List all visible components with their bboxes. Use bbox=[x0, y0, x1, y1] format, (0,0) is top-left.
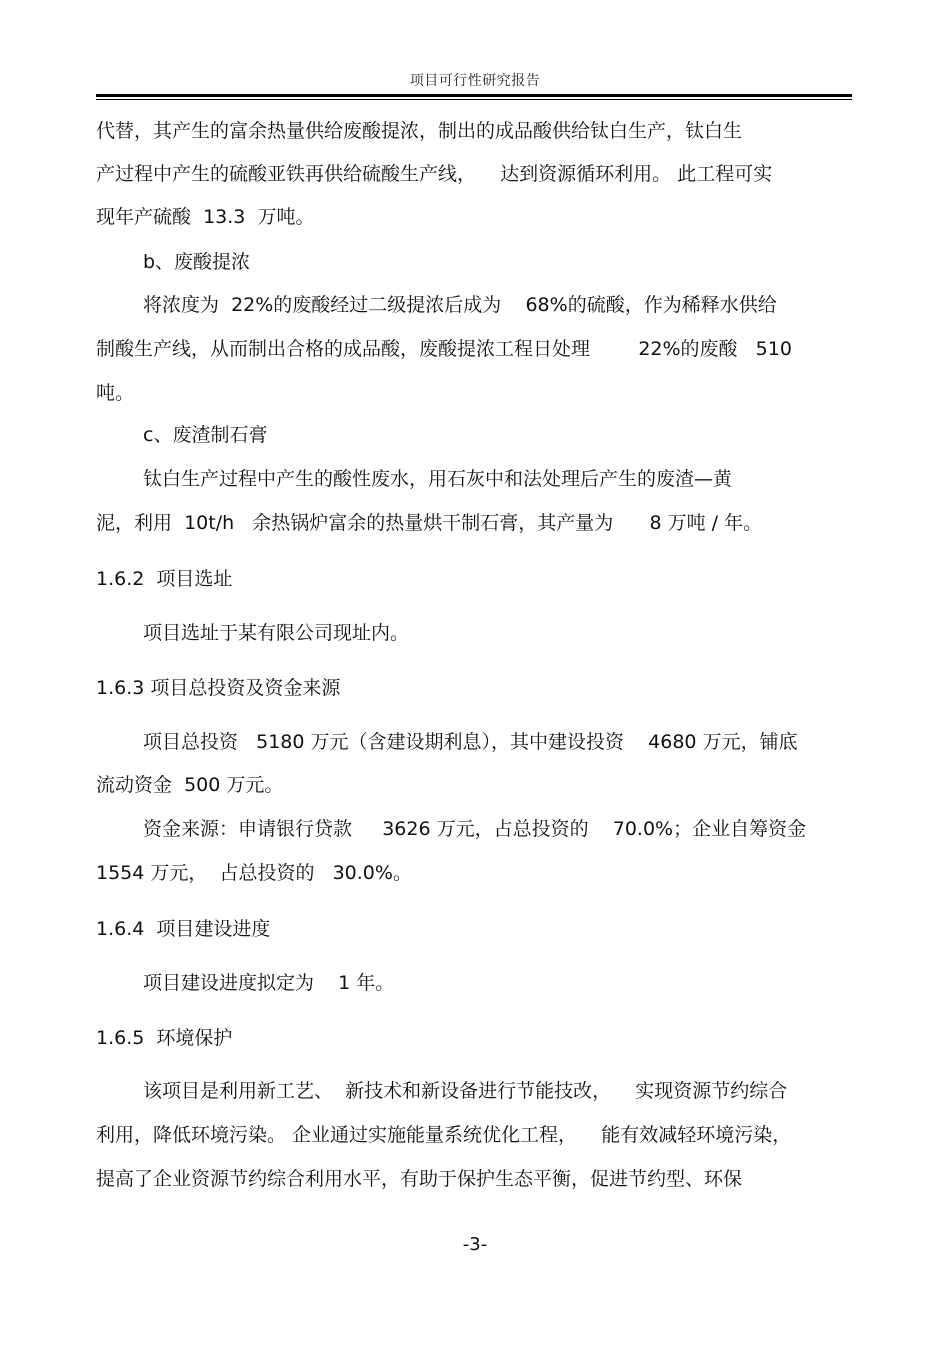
section-heading: 1.6.5 环境保护 bbox=[96, 1027, 233, 1049]
body-line: 制酸生产线，从而制出合格的成品酸，废酸提浓工程日处理 22%的废酸 510 bbox=[96, 338, 792, 360]
header-rule-thick bbox=[96, 94, 852, 97]
body-line: 代替，其产生的富余热量供给废酸提浓，制出的成品酸供给钛白生产，钛白生 bbox=[96, 120, 743, 142]
body-line: 产过程中产生的硫酸亚铁再供给硫酸生产线， 达到资源循环利用。 此工程可实 bbox=[96, 163, 773, 185]
body-line: 1554 万元， 占总投资的 30.0%。 bbox=[96, 862, 412, 884]
body-line: 现年产硫酸 13.3 万吨。 bbox=[96, 206, 315, 228]
section-heading: 1.6.4 项目建设进度 bbox=[96, 918, 271, 940]
section-heading: 1.6.2 项目选址 bbox=[96, 568, 233, 590]
body-line: 流动资金 500 万元。 bbox=[96, 774, 284, 796]
body-line: 项目建设进度拟定为 1 年。 bbox=[143, 972, 395, 994]
section-heading: 1.6.3 项目总投资及资金来源 bbox=[96, 677, 341, 699]
body-line: 提高了企业资源节约综合利用水平，有助于保护生态平衡，促进节约型、环保 bbox=[96, 1168, 743, 1190]
body-line: 项目选址于某有限公司现址内。 bbox=[143, 622, 410, 644]
body-line: 将浓度为 22%的废酸经过二级提浓后成为 68%的硫酸，作为稀释水供给 bbox=[143, 294, 777, 316]
page-number: -3- bbox=[462, 1234, 488, 1255]
body-line: 钛白生产过程中产生的酸性废水，用石灰中和法处理后产生的废渣—黄 bbox=[143, 468, 733, 490]
body-line: b、废酸提浓 bbox=[143, 251, 251, 273]
body-line: c、废渣制石膏 bbox=[143, 424, 268, 446]
body-line: 项目总投资 5180 万元（含建设期利息），其中建设投资 4680 万元，铺底 bbox=[143, 731, 798, 753]
header-rule-thin bbox=[96, 99, 852, 100]
body-line: 资金来源：申请银行贷款 3626 万元，占总投资的 70.0%；企业自筹资金 bbox=[143, 818, 807, 840]
body-line: 泥，利用 10t/h 余热锅炉富余的热量烘干制石膏，其产量为 8 万吨 / 年。 bbox=[96, 512, 763, 534]
body-line: 吨。 bbox=[96, 382, 135, 404]
body-line: 该项目是利用新工艺、 新技术和新设备进行节能技改， 实现资源节约综合 bbox=[143, 1080, 788, 1102]
body-line: 利用，降低环境污染。 企业通过实施能量系统优化工程， 能有效减轻环境污染， bbox=[96, 1124, 792, 1146]
header-title: 项目可行性研究报告 bbox=[409, 73, 541, 89]
